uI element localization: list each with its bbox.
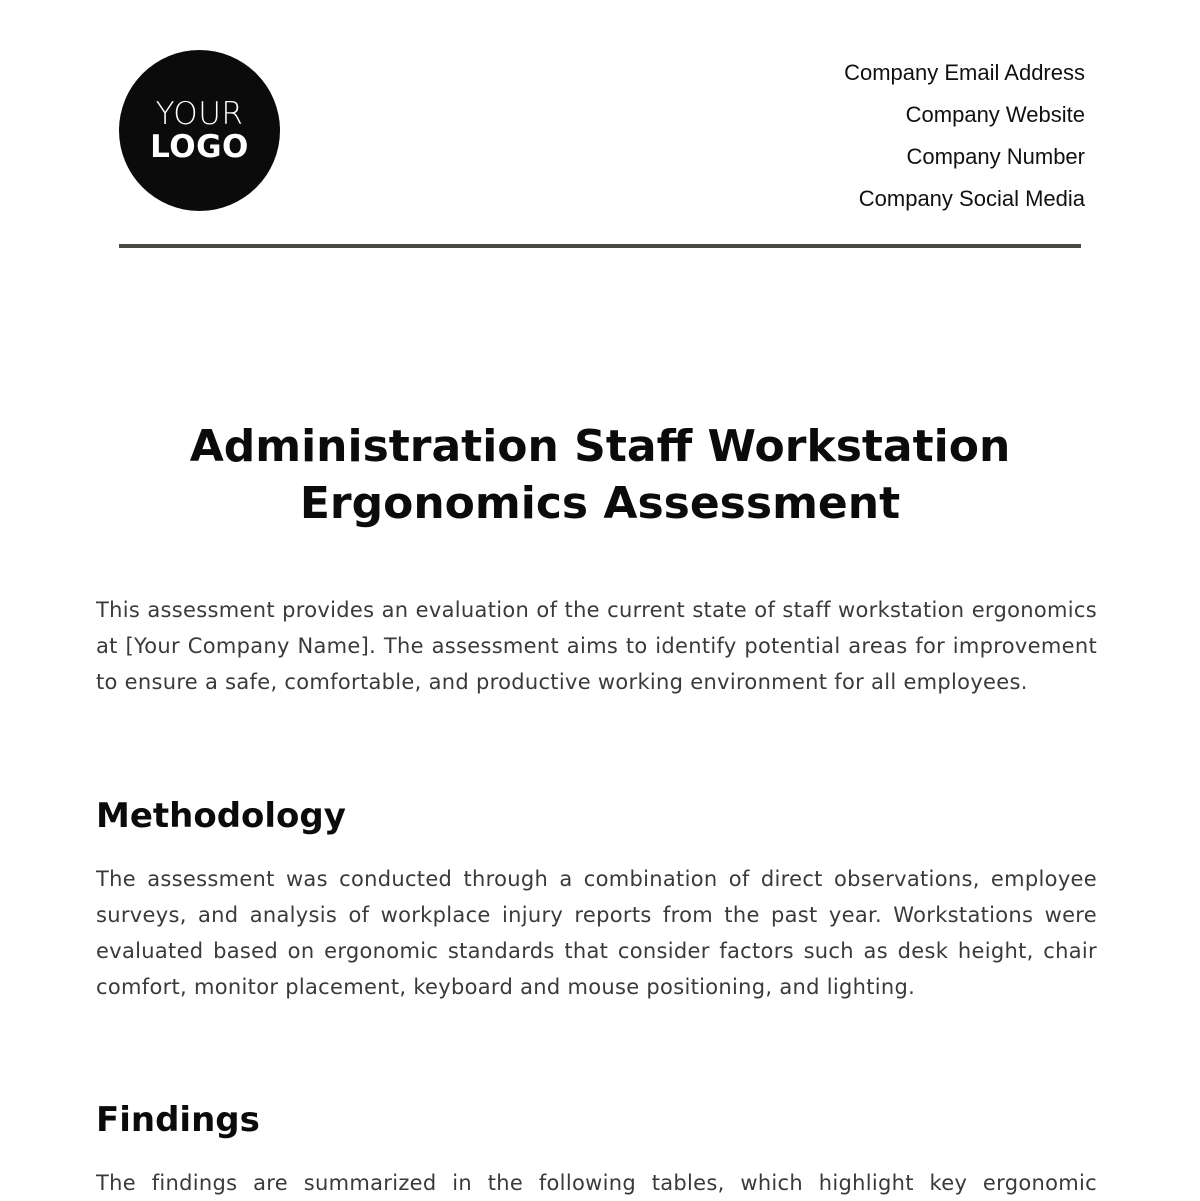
document-header bbox=[0, 0, 1200, 260]
document-title bbox=[0, 418, 1200, 532]
title-line-1: Administration Staff Workstation bbox=[189, 421, 1011, 472]
company-email: Company Email Address bbox=[844, 60, 1085, 85]
title-line-2: Ergonomics Assessment bbox=[299, 478, 901, 529]
company-website: Company Website bbox=[905, 102, 1085, 127]
header-divider bbox=[119, 244, 1081, 248]
company-number: Company Number bbox=[906, 144, 1085, 169]
company-contact-block bbox=[844, 52, 1085, 220]
methodology-heading: Methodology bbox=[96, 796, 346, 836]
findings-paragraph: The findings are summarized in the following tables, which highlight key ergonomic bbox=[96, 1171, 1097, 1195]
company-social-media: Company Social Media bbox=[858, 186, 1085, 211]
intro-paragraph: This assessment provides an evaluation of the current state of staff workstation ergonomics at [Your Company Name]. The assessment aims to identify potential areas for improvement to ensure a safe, comfortable, and productive working environment for all employees. bbox=[96, 598, 1097, 694]
logo-text-logo: LOGO bbox=[150, 128, 249, 165]
findings-heading: Findings bbox=[96, 1100, 260, 1140]
company-logo bbox=[119, 50, 280, 211]
methodology-paragraph: The assessment was conducted through a combination of direct observations, employee surveys, and analysis of workplace injury reports from the past year. Workstations were evaluated based on ergonomic standards that consider factors such as desk height, chair comfort, monitor placement, keyboard and mouse positioning, and lighting. bbox=[96, 867, 1097, 999]
logo-text-your: YOUR bbox=[155, 95, 244, 132]
